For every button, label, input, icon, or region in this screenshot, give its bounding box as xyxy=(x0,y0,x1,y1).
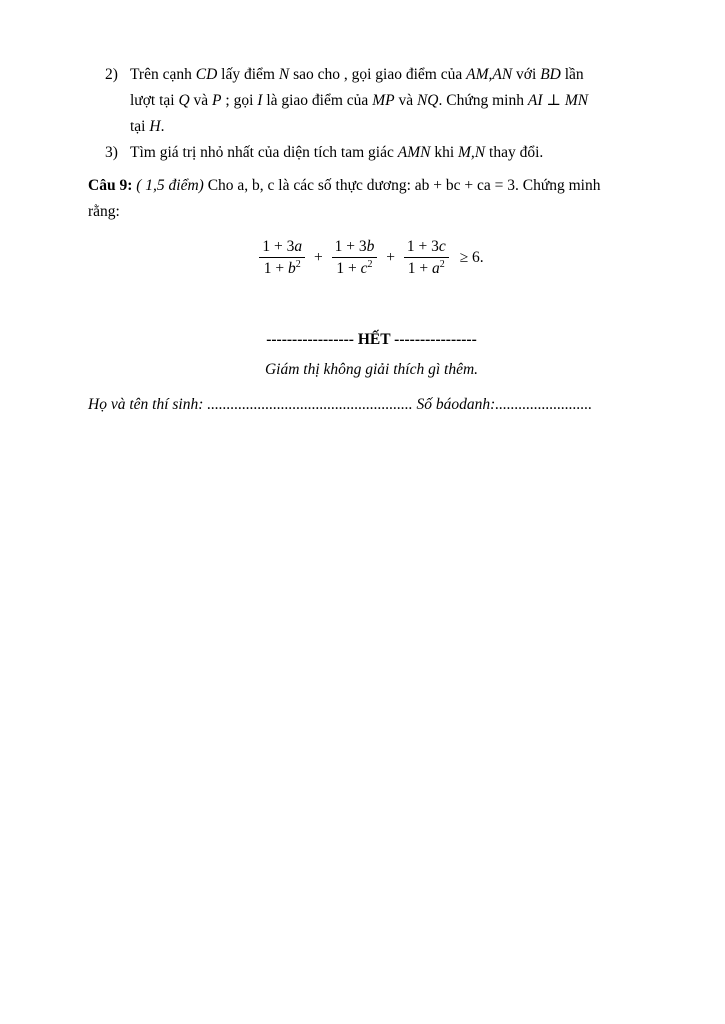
math-var: I xyxy=(257,92,263,109)
item2-line-1 xyxy=(130,62,655,88)
math-var: AI xyxy=(527,92,543,109)
plus-operator: + xyxy=(386,249,395,267)
text-run: Trên cạnh xyxy=(130,66,196,83)
math-var: CD xyxy=(195,66,218,83)
fraction-2-numerator xyxy=(332,237,378,258)
fraction-3-numerator xyxy=(404,237,449,258)
text-run: và xyxy=(189,92,213,109)
math-var: c xyxy=(438,238,446,255)
text-run: sao cho , gọi giao điểm của xyxy=(289,66,467,83)
fraction-1-denominator xyxy=(259,258,305,278)
text-run: 1 + xyxy=(407,260,433,278)
text-run: với xyxy=(512,66,541,83)
candidate-name-label: Họ và tên thí sinh: xyxy=(88,395,208,413)
text-run: tại xyxy=(130,118,150,135)
proctor-note: Giám thị không giải thích gì thêm. xyxy=(264,360,479,378)
text-run: Cho a, b, c là các số thực dương: ab + bc + ca = 3. Chứng minh xyxy=(203,177,601,194)
math-var: c xyxy=(360,260,368,278)
question-points-note: ( 1,5 điểm) xyxy=(132,177,204,194)
math-var: AM,AN xyxy=(466,66,513,83)
dotted-fill-line: ..................................................... xyxy=(207,395,413,413)
math-formula xyxy=(88,237,655,279)
question-9-paragraph xyxy=(88,173,655,225)
text-run: rằng: xyxy=(88,203,120,220)
list-item-2-marker: 2) xyxy=(105,66,118,83)
math-var: a xyxy=(294,238,303,255)
question-9-line-2 xyxy=(88,199,655,225)
math-var: N xyxy=(278,66,290,83)
fraction-2 xyxy=(332,237,378,279)
perpendicular-symbol: ⊥ xyxy=(542,92,565,109)
list-item-2-body xyxy=(130,62,655,140)
text-run: 1 + 3 xyxy=(262,238,295,255)
fraction-2-denominator xyxy=(332,258,378,278)
text-run: thay đổi. xyxy=(485,144,544,161)
plus-operator: + xyxy=(313,249,323,267)
formula-period: . xyxy=(479,249,484,267)
exponent: 2 xyxy=(439,259,445,271)
math-var: H xyxy=(149,118,161,135)
text-run: . xyxy=(160,118,165,135)
text-run: . Chứng minh xyxy=(438,92,528,109)
text-run: là giao điểm của xyxy=(262,92,373,109)
text-run: 1 + xyxy=(336,260,361,278)
text-run: và xyxy=(394,92,417,109)
math-var: b xyxy=(287,260,296,278)
list-item-3-body xyxy=(130,140,655,166)
item2-line-3 xyxy=(130,114,655,140)
math-var: b xyxy=(366,238,375,255)
math-var: M,N xyxy=(458,144,486,161)
text-run: lần xyxy=(560,66,584,83)
list-item-3 xyxy=(105,140,655,166)
math-var: Q xyxy=(178,92,190,109)
text-run: ; gọi xyxy=(221,92,258,109)
exponent: 2 xyxy=(295,259,301,271)
end-of-exam-line: ----------------- HẾT ---------------- xyxy=(266,330,477,348)
math-var: BD xyxy=(540,66,561,83)
text-run: 1 + xyxy=(263,260,288,278)
fraction-1 xyxy=(259,237,305,279)
text-run: 1 + 3 xyxy=(406,238,439,255)
text-run: lượt tại xyxy=(130,92,179,109)
candidate-number-label: Số báodanh: xyxy=(412,395,496,413)
text-run: khi xyxy=(430,144,459,161)
text-run: lấy điểm xyxy=(217,66,279,83)
math-var: AMN xyxy=(397,144,431,161)
math-var: MP xyxy=(372,92,395,109)
candidate-info-line xyxy=(88,392,655,418)
item3-line-1 xyxy=(130,140,655,166)
greater-equal-expression: ≥ 6 xyxy=(459,249,480,267)
dotted-fill-line: ......................... xyxy=(495,395,593,413)
math-var: a xyxy=(432,260,440,278)
question-9-line-1 xyxy=(88,173,655,199)
item2-line-2 xyxy=(130,88,655,114)
math-var: P xyxy=(212,92,222,109)
fraction-1-numerator xyxy=(259,237,305,258)
question-label: Câu 9: xyxy=(88,177,133,194)
list-item-3-marker: 3) xyxy=(105,144,118,161)
fraction-3 xyxy=(404,237,449,279)
list-item-2 xyxy=(105,62,655,140)
math-var: NQ xyxy=(416,92,439,109)
math-var: MN xyxy=(564,92,589,109)
text-run: 1 + 3 xyxy=(334,238,367,255)
text-run: Tìm giá trị nhỏ nhất của diện tích tam giác xyxy=(130,144,398,161)
fraction-3-denominator xyxy=(404,258,449,278)
exponent: 2 xyxy=(367,259,373,271)
